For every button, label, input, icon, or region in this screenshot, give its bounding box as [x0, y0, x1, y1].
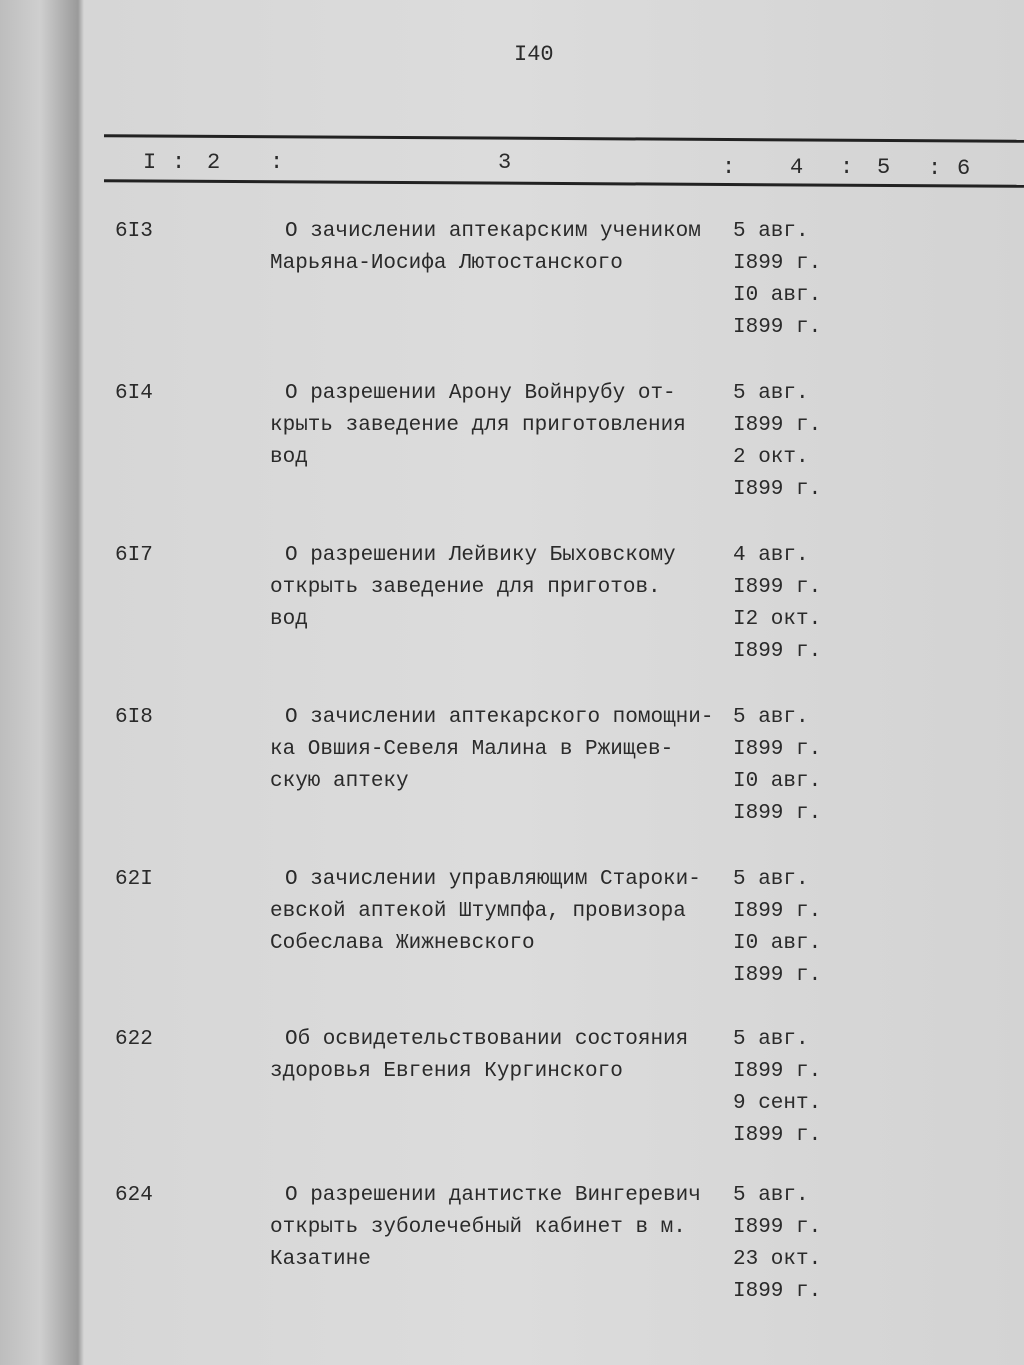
entry-number: 6I7: [115, 544, 153, 567]
description-line: О разрешении Лейвику Быховскому: [285, 544, 676, 567]
date-line: I899 г.: [733, 1280, 822, 1303]
entry-dates: [733, 1024, 821, 1152]
entry-dates: [733, 1180, 821, 1308]
date-line: I899 г.: [733, 478, 822, 501]
date-line: I899 г.: [733, 1216, 822, 1239]
header-top-rule: [104, 134, 1024, 143]
col-separator: :: [270, 150, 284, 175]
entry-description: [270, 216, 730, 280]
col-header: I: [143, 150, 157, 175]
entry-number: 62I: [115, 868, 153, 891]
col-separator: :: [722, 155, 736, 180]
description-line: Собеслава Жижневского: [270, 932, 535, 955]
description-line: открыть заведение для приготов.: [270, 576, 661, 599]
entry-dates: [733, 702, 821, 830]
entry-number: 622: [115, 1028, 153, 1051]
description-line: О разрешении дантистке Вингеревич: [285, 1184, 701, 1207]
col-header: 2: [207, 150, 221, 175]
date-line: 5 авг.: [733, 1028, 809, 1051]
page-number: I40: [514, 42, 554, 67]
entry-description: [270, 378, 730, 474]
description-line: евской аптекой Штумпфа, провизора: [270, 900, 686, 923]
col-separator: :: [172, 150, 186, 175]
header-bottom-rule: [104, 179, 1024, 188]
entry-number: 624: [115, 1184, 153, 1207]
date-line: 2 окт.: [733, 446, 809, 469]
date-line: I2 окт.: [733, 608, 822, 631]
description-line: Казатине: [270, 1248, 371, 1271]
entry-description: [270, 864, 730, 960]
entry-dates: [733, 378, 821, 506]
date-line: 5 авг.: [733, 1184, 809, 1207]
date-line: I899 г.: [733, 252, 822, 275]
date-line: I0 авг.: [733, 932, 822, 955]
date-line: I899 г.: [733, 640, 822, 663]
description-line: вод: [270, 608, 308, 631]
description-line: крыть заведение для приготовления: [270, 414, 686, 437]
description-line: вод: [270, 446, 308, 469]
entry-description: [270, 540, 730, 636]
description-line: открыть зуболечебный кабинет в м.: [270, 1216, 686, 1239]
date-line: 9 сент.: [733, 1092, 822, 1115]
date-line: I899 г.: [733, 900, 822, 923]
date-line: 5 авг.: [733, 706, 809, 729]
description-line: ка Овшия-Севеля Малина в Ржищев-: [270, 738, 674, 761]
date-line: I899 г.: [733, 576, 822, 599]
col-header: 4: [790, 155, 804, 180]
description-line: О зачислении аптекарским учеником: [285, 220, 701, 243]
description-line: О зачислении управляющим Староки-: [285, 868, 701, 891]
col-header: 6: [957, 156, 971, 181]
date-line: 5 авг.: [733, 868, 809, 891]
entry-description: [270, 1180, 730, 1276]
date-line: I899 г.: [733, 802, 822, 825]
col-header: 5: [877, 155, 891, 180]
date-line: 5 авг.: [733, 382, 809, 405]
date-line: 5 авг.: [733, 220, 809, 243]
description-line: здоровья Евгения Кургинского: [270, 1060, 623, 1083]
entry-dates: [733, 540, 821, 668]
description-line: О зачислении аптекарского помощни-: [285, 706, 714, 729]
date-line: I899 г.: [733, 1124, 822, 1147]
date-line: I0 авг.: [733, 284, 822, 307]
entry-number: 6I8: [115, 706, 153, 729]
date-line: 4 авг.: [733, 544, 809, 567]
description-line: Марьяна-Иосифа Лютостанского: [270, 252, 623, 275]
entry-number: 6I3: [115, 220, 153, 243]
date-line: I899 г.: [733, 414, 822, 437]
date-line: 23 окт.: [733, 1248, 822, 1271]
entry-description: [270, 702, 730, 798]
col-header: 3: [498, 150, 512, 175]
col-separator: :: [840, 155, 854, 180]
date-line: I899 г.: [733, 1060, 822, 1083]
description-line: О разрешении Арону Войнрубу от-: [285, 382, 676, 405]
description-line: скую аптеку: [270, 770, 409, 793]
date-line: I899 г.: [733, 738, 822, 761]
entry-dates: [733, 864, 821, 992]
date-line: I899 г.: [733, 316, 822, 339]
description-line: Об освидетельствовании состояния: [285, 1028, 689, 1051]
entry-description: [270, 1024, 730, 1088]
entry-dates: [733, 216, 821, 344]
date-line: I899 г.: [733, 964, 822, 987]
entry-number: 6I4: [115, 382, 153, 405]
date-line: I0 авг.: [733, 770, 822, 793]
col-separator: :: [928, 156, 942, 181]
